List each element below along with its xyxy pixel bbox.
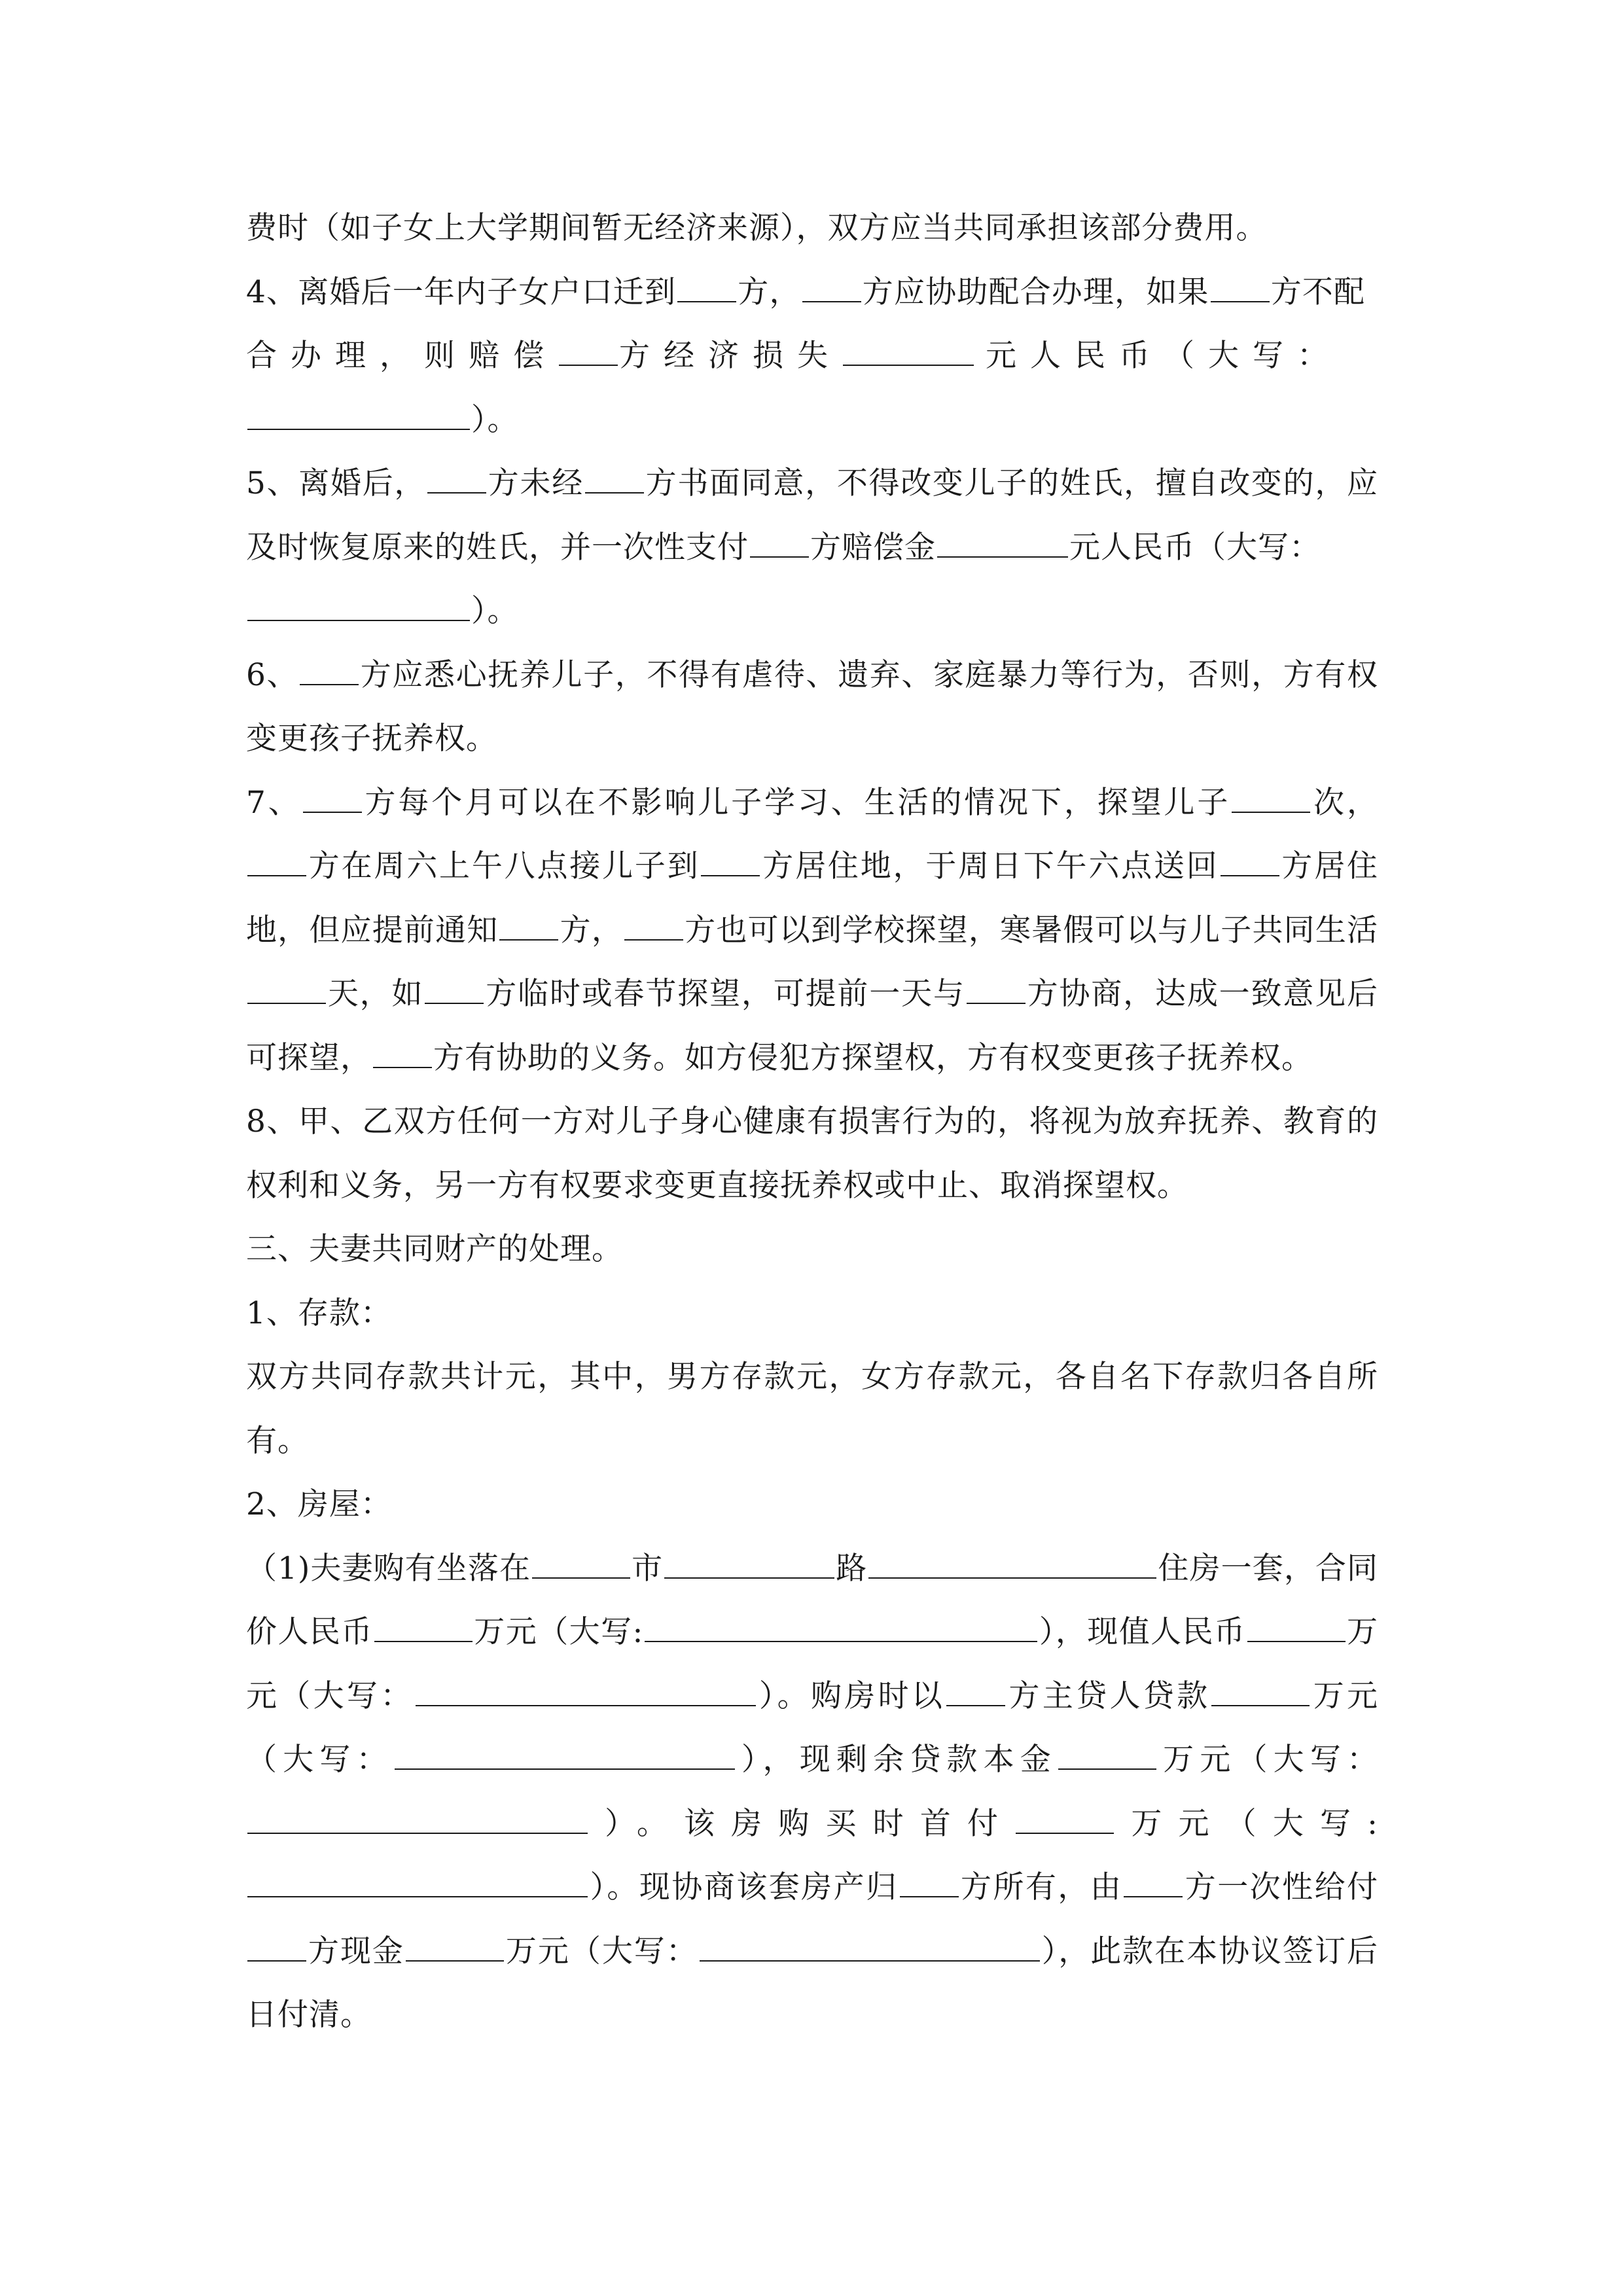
fill-blank	[1232, 787, 1310, 813]
fill-blank	[247, 404, 470, 430]
heading-house: 2、房屋：	[246, 1486, 392, 1522]
fill-blank	[1124, 1871, 1183, 1897]
fill-blank	[247, 978, 326, 1004]
fill-blank	[247, 850, 306, 876]
fill-blank	[247, 1935, 306, 1962]
fill-blank	[937, 531, 1068, 558]
fill-blank	[532, 1552, 630, 1579]
fill-blank	[247, 1808, 588, 1834]
fill-blank	[1016, 1808, 1114, 1834]
fill-blank	[645, 1616, 1037, 1642]
fill-blank	[843, 340, 974, 366]
fill-blank	[1247, 1616, 1346, 1642]
fill-blank	[1221, 850, 1279, 876]
fill-blank	[946, 1680, 1005, 1706]
fill-blank	[750, 531, 809, 558]
fill-blank	[247, 1871, 588, 1897]
fill-blank	[416, 1680, 756, 1706]
paragraph-6-care: 6、 方应悉心抚养儿子，不得有虐待、遗弃、家庭暴力等行为，否则，方有权变更孩子抚养权。	[246, 656, 1379, 757]
fill-blank	[247, 595, 470, 621]
fill-blank	[624, 914, 683, 941]
paragraph-7-visitation: 7、 方每个月可以在不影响儿子学习、生活的情况下，探望儿子 次，方在周六上午八点接儿子到 方居住地，于周日下午六点送回 方居住地，但应提前通知 方， 方也可以到学校探望，寒暑假可以与儿子共同生活天，如 方临时或春节探望，可提前一天与 方协商，达成一致意见后可探望， 方有协助的义务。如方侵犯方探望权，方有权变更孩子抚养权。	[246, 784, 1379, 1076]
fill-blank	[395, 1744, 735, 1770]
paragraph-house: （1)夫妻购有坐落在 市 路 住房一套，合同价人民币 万元（大写: ），现值人民币 万元（大写： ）。购房时以 方主贷人贷款 万元（大写： ），现剩余贷款本金 万元（大写：）。该房购买时首付 万元（大写:）。现协商该套房产归 方所有，由 方一次性给付方现金 万元（大写： ），此款在本协议签订后日付清。	[246, 1550, 1379, 2033]
document-body	[246, 196, 1378, 2047]
fill-blank	[374, 1616, 473, 1642]
fill-blank	[499, 914, 558, 941]
fill-blank	[303, 787, 362, 813]
fill-blank	[425, 978, 484, 1004]
fill-blank	[900, 1871, 959, 1897]
heading-deposits: 1、存款：	[246, 1295, 392, 1331]
fill-blank	[585, 467, 644, 493]
fill-blank	[300, 659, 359, 685]
fill-blank	[868, 1552, 1156, 1579]
fill-blank	[406, 1935, 504, 1962]
fill-blank	[967, 978, 1026, 1004]
fill-blank	[373, 1042, 432, 1068]
paragraph-5-surname: 5、离婚后， 方未经 方书面同意，不得改变儿子的姓氏，擅自改变的，应及时恢复原来的姓氏，并一次性支付 方赔偿金 元人民币（大写： ）。	[246, 465, 1379, 629]
fill-blank	[427, 467, 486, 493]
fill-blank	[1211, 1680, 1310, 1706]
paragraph-4-household-registration: 4、离婚后一年内子女户口迁到 方， 方应协助配合办理，如果 方不配合办理，则赔偿 方经济损失 元人民币（大写： ）。	[246, 274, 1379, 438]
paragraph-8-harm: 8、甲、乙双方任何一方对儿子身心健康有损害行为的，将视为放弃抚养、教育的权利和义务，另一方有权要求变更直接抚养权或中止、取消探望权。	[246, 1103, 1378, 1204]
fill-blank	[664, 1552, 834, 1579]
section-heading-joint-property: 三、夫妻共同财产的处理。	[246, 1231, 623, 1267]
fill-blank	[700, 1935, 1040, 1962]
fill-blank	[802, 276, 861, 302]
paragraph-deposits: 双方共同存款共计元，其中，男方存款元，女方存款元，各自名下存款归各自所有。	[246, 1359, 1378, 1459]
fill-blank	[559, 340, 618, 366]
fill-blank	[1058, 1744, 1156, 1770]
fill-blank	[677, 276, 736, 302]
fill-blank	[701, 850, 760, 876]
paragraph-expense-sharing: 费时（如子女上大学期间暂无经济来源），双方应当共同承担该部分费用。	[246, 210, 1268, 246]
fill-blank	[1211, 276, 1270, 302]
